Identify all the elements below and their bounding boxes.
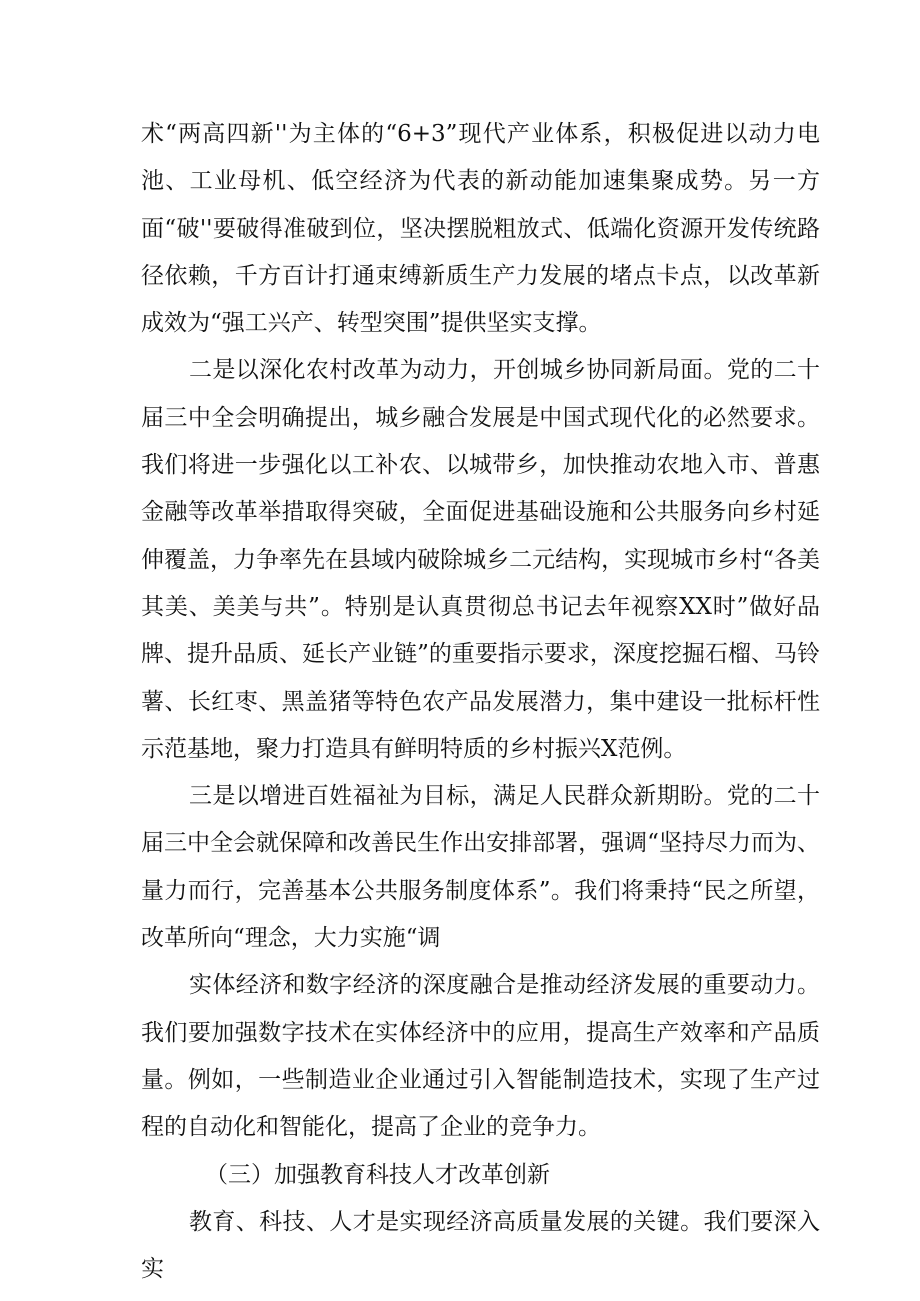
body-paragraph-continuation: 术“两高四新''为主体的“6+3”现代产业体系，积极促进以动力电池、工业母机、低空经济为代表的新动能加速集聚成势。另一方面“破''要破得准破到位，坚决摆脱粗放式、低端化资源开发传统路径依赖，千方百计打通束缚新质生产力发展的堵点卡点，以改革新成效为“强工兴产、转型突围”提供坚实支撑。 <box>141 121 820 337</box>
body-paragraph-education: 教育、科技、人才是实现经济高质量发展的关键。我们要深入实 <box>141 1208 820 1283</box>
body-paragraph-rural-reform: 二是以深化农村改革为动力，开创城乡协同新局面。党的二十届三中全会明确提出，城乡融合发展是中国式现代化的必然要求。我们将进一步强化以工补农、以城带乡，加快推动农地入市、普惠金融等改革举措取得突破，全面促进基础设施和公共服务向乡村延伸覆盖，力争率先在县域内破除城乡二元结构，实现城市乡村“各美其美、美美与共”。特别是认真贯彻总书记去年视察XX时”做好品牌、提升品质、延长产业链”的重要指示要求，深度挖掘石榴、马铃薯、长红枣、黑盖猪等特色农产品发展潜力，集中建设一批标杆性示范基地，聚力打造具有鲜明特质的乡村振兴X范例。 <box>141 357 820 762</box>
body-paragraph-digital-economy: 实体经济和数字经济的深度融合是推动经济发展的重要动力。我们要加强数字技术在实体经济中的应用，提高生产效率和产品质量。例如，一些制造业企业通过引入智能制造技术，实现了生产过程的自动化和智能化，提高了企业的竞争力。 <box>141 972 820 1141</box>
section-heading: （三）加强教育科技人才改革创新 <box>205 1161 550 1188</box>
body-paragraph-livelihood: 三是以增进百姓福祉为目标，满足人民群众新期盼。党的二十届三中全会就保障和改善民生作出安排部署，强调“坚持尽力而为、量力而行，完善基本公共服务制度体系”。我们将秉持“民之所望，改革所向“理念，大力实施“调 <box>141 783 820 952</box>
